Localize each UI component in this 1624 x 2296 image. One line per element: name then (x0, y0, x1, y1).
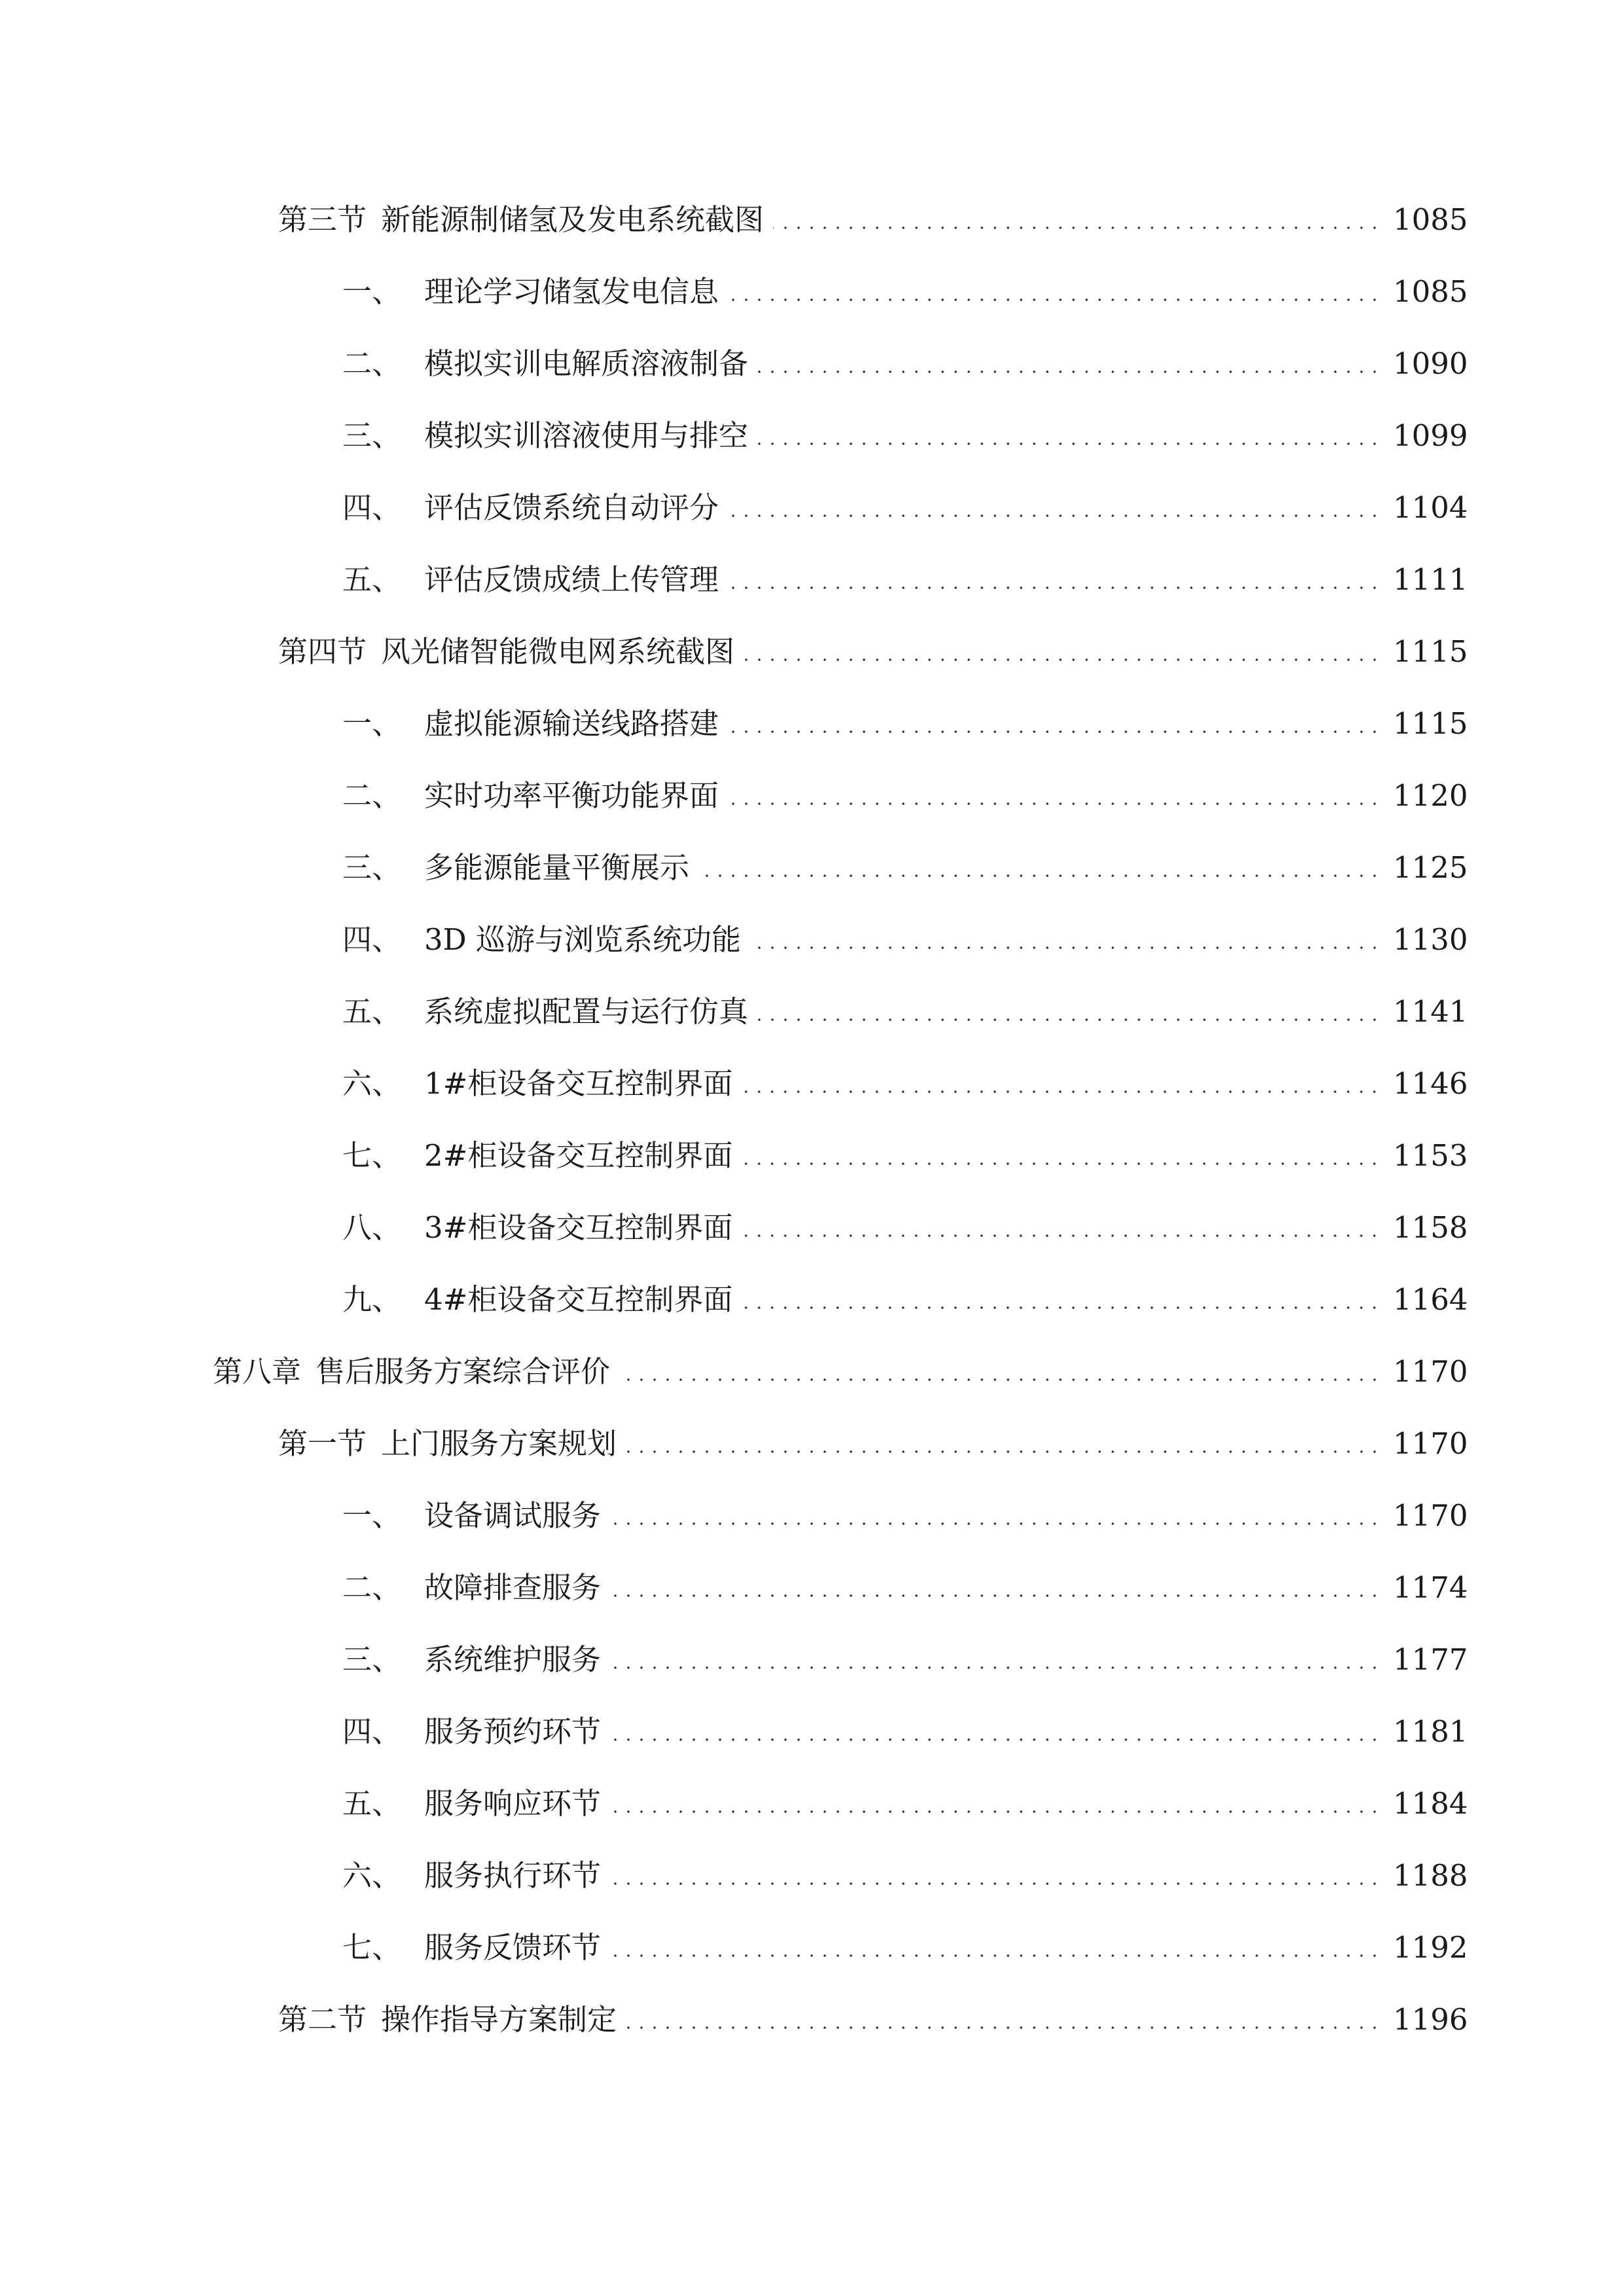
toc-dot-leader (626, 2026, 1381, 2029)
toc-section-entry[interactable] (278, 1996, 1468, 2043)
toc-entry-number: 六、 (342, 1858, 402, 1893)
toc-page-number: 1099 (1393, 418, 1468, 453)
toc-subsection-entry[interactable] (342, 1132, 1468, 1179)
toc-dot-leader (610, 1954, 1381, 1957)
toc-entry-number: 三、 (342, 850, 402, 885)
toc-dot-leader (610, 1810, 1381, 1813)
toc-entry-number: 七、 (342, 1138, 402, 1173)
toc-entry-number: 六、 (342, 1066, 402, 1101)
toc-entry-title: 评估反馈成绩上传管理 (424, 562, 719, 597)
toc-subsection-entry[interactable] (342, 484, 1468, 531)
toc-subsection-entry[interactable] (342, 268, 1468, 315)
toc-dot-leader (728, 298, 1381, 301)
toc-entry-number: 九、 (342, 1282, 402, 1317)
toc-page-number: 1188 (1393, 1858, 1468, 1893)
toc-entry-title: 理论学习储氢发电信息 (424, 274, 719, 309)
toc-page-number: 1090 (1393, 346, 1468, 381)
toc-entry-number: 一、 (342, 706, 402, 741)
toc-entry-number: 八、 (342, 1210, 402, 1245)
toc-entry-number: 第八章 (213, 1354, 302, 1389)
toc-entry-title: 服务反馈环节 (424, 1930, 602, 1965)
toc-subsection-entry[interactable] (342, 988, 1468, 1035)
toc-subsection-entry[interactable] (342, 700, 1468, 747)
toc-page-number: 1130 (1393, 922, 1468, 957)
toc-page-number: 1146 (1393, 1066, 1468, 1101)
toc-page-number: 1141 (1393, 994, 1468, 1029)
toc-entry-number: 三、 (342, 1642, 402, 1677)
toc-entry-number: 第四节 (278, 634, 367, 669)
toc-dot-leader (698, 874, 1381, 877)
toc-page-number: 1170 (1393, 1426, 1468, 1461)
toc-dot-leader (742, 1162, 1381, 1165)
toc-subsection-entry[interactable] (342, 1564, 1468, 1611)
toc-page-number: 1085 (1393, 202, 1468, 237)
toc-entry-number: 四、 (342, 1714, 402, 1749)
toc-entry-number: 七、 (342, 1930, 402, 1965)
toc-subsection-entry[interactable] (342, 844, 1468, 891)
toc-page-number: 1085 (1393, 274, 1468, 309)
toc-entry-number: 第三节 (278, 202, 367, 237)
toc-entry-number: 二、 (342, 778, 402, 813)
toc-dot-leader (610, 1738, 1381, 1741)
toc-page-number: 1153 (1393, 1138, 1468, 1173)
toc-page-number: 1181 (1393, 1714, 1468, 1749)
toc-entry-number: 四、 (342, 922, 402, 957)
toc-dot-leader (610, 1666, 1381, 1669)
toc-entry-title: 设备调试服务 (424, 1498, 602, 1533)
toc-page-number: 1158 (1393, 1210, 1468, 1245)
toc-entry-title: 售后服务方案综合评价 (316, 1354, 611, 1389)
toc-dot-leader (728, 586, 1381, 589)
toc-entry-title: 实时功率平衡功能界面 (424, 778, 719, 813)
toc-subsection-entry[interactable] (342, 1852, 1468, 1899)
toc-subsection-entry[interactable] (342, 1204, 1468, 1251)
toc-subsection-entry[interactable] (342, 1636, 1468, 1683)
toc-section-entry[interactable] (278, 628, 1468, 675)
toc-dot-leader (619, 1378, 1381, 1381)
toc-entry-number: 五、 (342, 1786, 402, 1821)
toc-dot-leader (757, 442, 1381, 445)
toc-page-number: 1177 (1393, 1642, 1468, 1677)
toc-entry-number: 五、 (342, 562, 402, 597)
toc-dot-leader (626, 1450, 1381, 1453)
toc-entry-title: 系统虚拟配置与运行仿真 (424, 994, 749, 1029)
toc-entry-title: 操作指导方案制定 (381, 2002, 617, 2037)
toc-dot-leader (773, 226, 1381, 229)
toc-chapter-entry[interactable] (213, 1348, 1468, 1395)
toc-entry-title: 服务执行环节 (424, 1858, 602, 1893)
toc-page-number: 1115 (1393, 634, 1468, 669)
toc-subsection-entry[interactable] (342, 1924, 1468, 1971)
toc-page-number: 1111 (1393, 562, 1468, 597)
toc-entry-number: 一、 (342, 274, 402, 309)
toc-section-entry[interactable] (278, 1420, 1468, 1467)
toc-entry-number: 二、 (342, 1570, 402, 1605)
toc-entry-title: 1#柜设备交互控制界面 (424, 1066, 733, 1101)
toc-entry-title: 故障排查服务 (424, 1570, 602, 1605)
toc-entry-title: 多能源能量平衡展示 (424, 850, 690, 885)
toc-entry-title: 虚拟能源输送线路搭建 (424, 706, 719, 741)
toc-subsection-entry[interactable] (342, 772, 1468, 819)
toc-dot-leader (742, 1090, 1381, 1093)
toc-page-number: 1164 (1393, 1282, 1468, 1317)
toc-dot-leader (610, 1594, 1381, 1597)
toc-entry-number: 二、 (342, 346, 402, 381)
toc-dot-leader (610, 1522, 1381, 1525)
toc-subsection-entry[interactable] (342, 340, 1468, 387)
toc-entry-number: 五、 (342, 994, 402, 1029)
toc-page-number: 1170 (1393, 1498, 1468, 1533)
toc-dot-leader (742, 1306, 1381, 1309)
toc-page-number: 1125 (1393, 850, 1468, 885)
toc-entry-number: 三、 (342, 418, 402, 453)
toc-subsection-entry[interactable] (342, 916, 1468, 963)
toc-section-entry[interactable] (278, 196, 1468, 243)
toc-page-number: 1170 (1393, 1354, 1468, 1389)
toc-entry-title: 模拟实训溶液使用与排空 (424, 418, 749, 453)
toc-subsection-entry[interactable] (342, 1276, 1468, 1323)
toc-subsection-entry[interactable] (342, 1060, 1468, 1107)
toc-dot-leader (728, 514, 1381, 517)
toc-entry-title: 模拟实训电解质溶液制备 (424, 346, 749, 381)
toc-subsection-entry[interactable] (342, 1708, 1468, 1755)
toc-dot-leader (728, 802, 1381, 805)
toc-dot-leader (750, 946, 1381, 949)
toc-entry-number: 第一节 (278, 1426, 367, 1461)
toc-entry-title: 3D 巡游与浏览系统功能 (424, 922, 742, 957)
toc-entry-title: 新能源制储氢及发电系统截图 (381, 202, 765, 237)
toc-subsection-entry[interactable] (342, 1492, 1468, 1539)
toc-dot-leader (742, 1234, 1381, 1237)
toc-page-number: 1174 (1393, 1570, 1468, 1605)
toc-entry-title: 2#柜设备交互控制界面 (424, 1138, 733, 1173)
toc-dot-leader (757, 1018, 1381, 1021)
toc-dot-leader (610, 1882, 1381, 1885)
toc-subsection-entry[interactable] (342, 412, 1468, 459)
toc-entry-number: 四、 (342, 490, 402, 525)
toc-entry-title: 3#柜设备交互控制界面 (424, 1210, 733, 1245)
toc-entry-title: 服务预约环节 (424, 1714, 602, 1749)
toc-entry-title: 风光储智能微电网系统截图 (381, 634, 735, 669)
toc-entry-title: 系统维护服务 (424, 1642, 602, 1677)
toc-entry-title: 上门服务方案规划 (381, 1426, 617, 1461)
toc-page-number: 1184 (1393, 1786, 1468, 1821)
toc-page-number: 1196 (1393, 2002, 1468, 2037)
toc-page-number: 1115 (1393, 706, 1468, 741)
toc-page-number: 1104 (1393, 490, 1468, 525)
toc-entry-title: 评估反馈系统自动评分 (424, 490, 719, 525)
toc-subsection-entry[interactable] (342, 1780, 1468, 1827)
toc-entry-title: 4#柜设备交互控制界面 (424, 1282, 733, 1317)
toc-subsection-entry[interactable] (342, 556, 1468, 603)
toc-page-number: 1120 (1393, 778, 1468, 813)
toc-dot-leader (728, 730, 1381, 733)
toc-entry-number: 第二节 (278, 2002, 367, 2037)
toc-page-number: 1192 (1393, 1930, 1468, 1965)
toc-entry-number: 一、 (342, 1498, 402, 1533)
toc-entry-title: 服务响应环节 (424, 1786, 602, 1821)
toc-dot-leader (744, 658, 1381, 661)
toc-dot-leader (757, 370, 1381, 373)
